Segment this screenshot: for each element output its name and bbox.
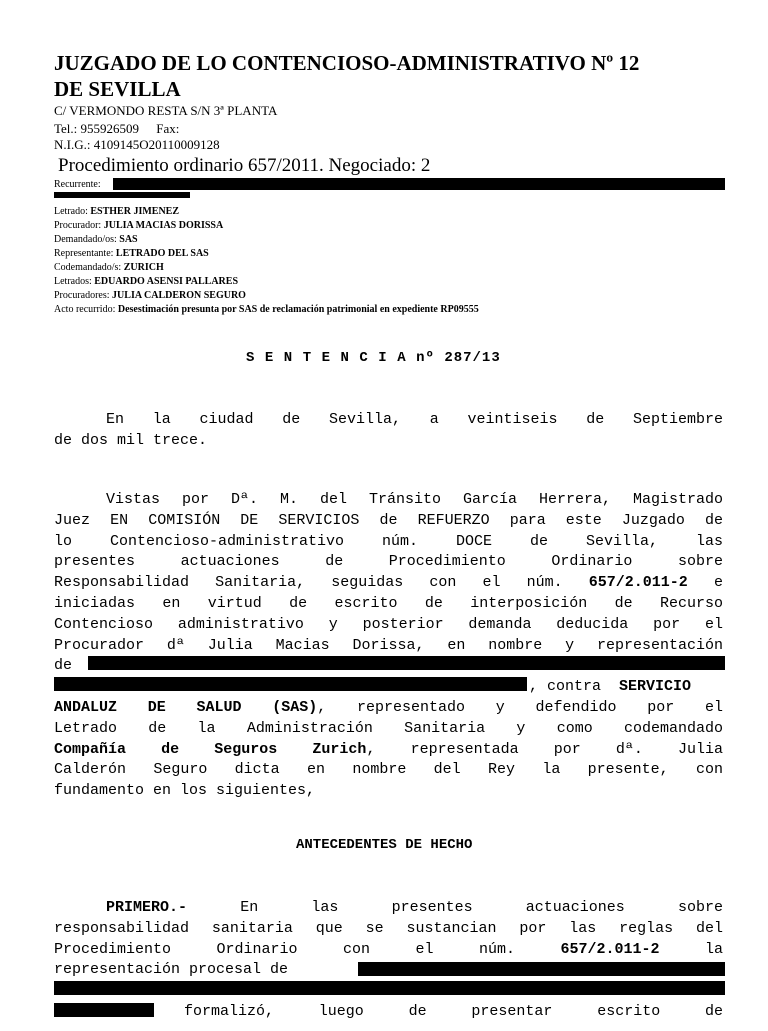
court-name-line1: JUZGADO DE LO CONTENCIOSO-ADMINISTRATIVO Nº 12 [54,51,640,75]
text-line: iniciadas en virtud de escrito de interposición de Recurso [54,594,723,612]
party-value: LETRADO DEL SAS [115,248,209,259]
text-line: Contencioso administrativo y posterior demanda deducida por el [54,615,723,633]
redaction-bar [54,981,725,995]
redaction-bar [54,1003,154,1017]
party-key: Demandado/os: [54,234,117,245]
party-procuradores [54,289,479,303]
party-key: Recurrente: [54,179,101,190]
nig: N.I.G.: 4109145O20110009128 [54,137,220,152]
court-address: C/ VERMONDO RESTA S/N 3ª PLANTA [54,103,278,118]
party-key: Procuradores: [54,290,110,301]
party-value: JULIA MACIAS DORISSA [103,220,224,231]
text-line: Procurador dª Julia Macias Dorissa, en nombre y representación [54,636,723,654]
text-line: lo Contencioso-administrativo núm. DOCE de Sevilla, las [54,532,723,550]
court-phone [54,121,179,137]
text-line: de dos mil trece. [54,431,208,449]
procedure-line: Procedimiento ordinario 657/2011. Negociado: 2 [58,155,431,176]
party-key: Representante: [54,248,114,259]
section-heading: ANTECEDENTES DE HECHO [296,837,473,853]
text-line: formalizó, luego de presentar escrito de [184,1002,723,1020]
text-line: fundamento en los siguientes, [54,782,316,800]
party-key: Codemandado/s: [54,262,122,273]
party-letrado [54,205,479,219]
text-line: Juez EN COMISIÓN DE SERVICIOS de REFUERZO para este Juzgado de [54,511,723,529]
text-span: la [704,940,723,958]
party-value: SAS [119,234,138,245]
text-line: Letrado de la Administración Sanitaria y como codemandado [54,719,723,737]
text-line: representación procesal de [54,961,289,979]
party-value: Desestimación presunta por SAS de reclamación patrimonial en expediente RP09555 [117,304,479,315]
text-line [54,573,723,594]
court-name [54,50,639,102]
party-letrados [54,275,479,289]
text-span: Responsabilidad Sanitaria, seguidas con el núm. [54,574,563,592]
court-name-line2: DE SEVILLA [54,77,181,101]
text-span: , contra [529,678,602,696]
redaction-bar [358,962,725,976]
party-key: Acto recurrido: [54,304,116,315]
text-line [54,898,723,919]
party-value: JULIA CALDERON SEGURO [112,290,246,301]
case-number: 657/2.011-2 [560,940,660,958]
redaction-bar [88,656,725,670]
text-line: En la ciudad de Sevilla, a veintiseis de Septiembre [106,411,723,428]
vistas-paragraph [54,490,723,802]
party-value: EDUARDO ASENSI PALLARES [94,276,239,287]
text-line: responsabilidad sanitaria que se sustancian por las reglas del [54,919,723,937]
text-span: En las presentes actuaciones sobre [240,899,723,916]
recurrente-line [54,178,101,192]
section-label: PRIMERO.- [106,899,188,916]
defendant-name: ANDALUZ DE SALUD (SAS) [54,698,318,716]
party-codemandado [54,261,479,275]
text-line [54,698,723,719]
text-line [54,940,723,961]
party-key: Procurador: [54,220,102,231]
text-span: , representado y defendido por el [317,698,723,716]
text-line: de [54,657,73,675]
codefendant-name: Compañía de Seguros Zurich [54,740,367,758]
text-span: , representada por dª. Julia [366,740,723,758]
redaction-bar [113,178,725,190]
party-demandado [54,233,479,247]
party-representante [54,247,479,261]
intro-paragraph [54,410,723,452]
party-value: ESTHER JIMENEZ [90,206,180,217]
sentence-number: nº 287/13 [416,350,501,366]
party-key: Letrados: [54,276,92,287]
party-key: Letrado: [54,206,88,217]
defendant-name: SERVICIO [619,678,692,696]
case-number: 657/2.011-2 [588,574,688,592]
party-value: ZURICH [123,262,164,273]
text-line: Calderón Seguro dicta en nombre del Rey la presente, con [54,761,723,779]
text-line [54,740,723,761]
sentence-title-spaced: SENTENCIA [246,350,417,366]
sentence-title [246,350,501,366]
tel: Tel.: 955926509 [54,121,140,136]
parties-list [54,205,479,317]
redaction-bar [54,192,190,198]
fax: Fax: [156,121,180,136]
primero-paragraph [54,898,723,1023]
redaction-bar [54,677,527,691]
text-span: Procedimiento Ordinario con el núm. [54,940,515,958]
party-procurador [54,219,479,233]
text-span: e [713,574,723,592]
party-acto-recurrido [54,303,479,317]
text-line: presentes actuaciones de Procedimiento Ordinario sobre [54,553,723,571]
text-line: Vistas por Dª. M. del Tránsito García Herrera, Magistrado [106,491,723,508]
